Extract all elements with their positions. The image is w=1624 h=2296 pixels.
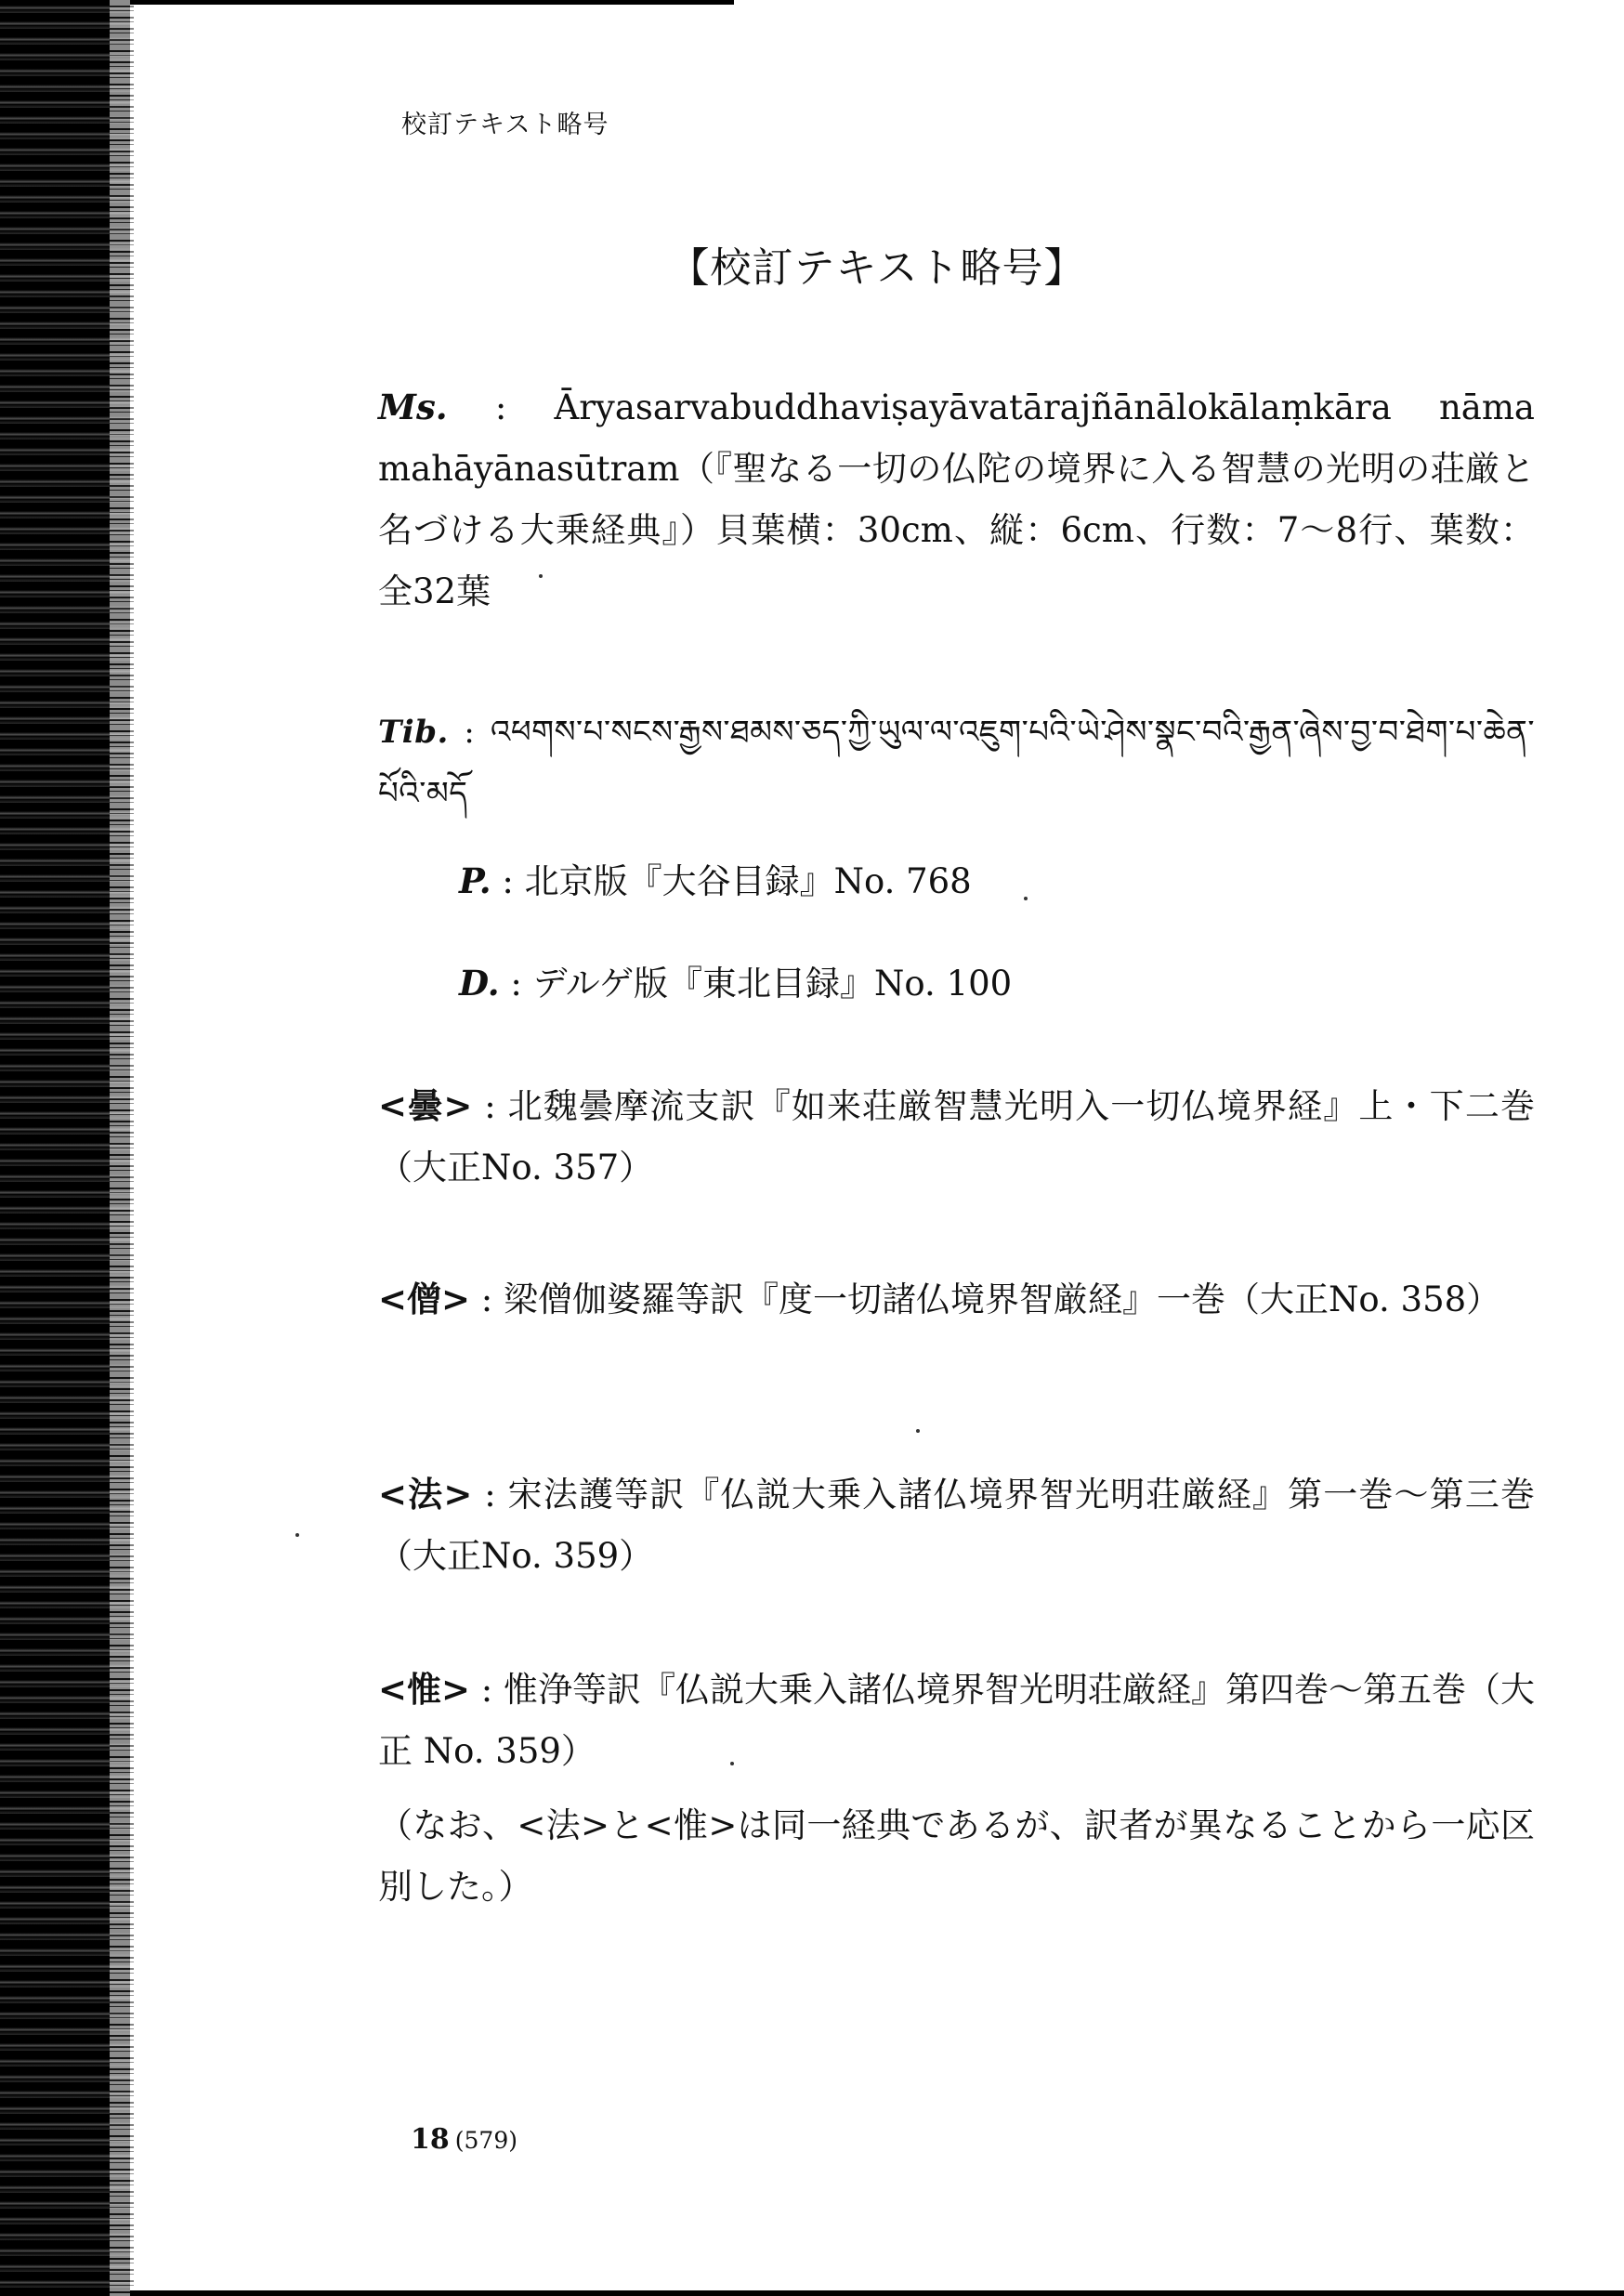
entry-yui bbox=[378, 1659, 1535, 1782]
entry-label: Ms. bbox=[378, 387, 448, 427]
entry-text: : འཕགས་པ་སངས་རྒྱས་ཐམས་ཅད་ཀྱི་ཡུལ་ལ་འཇུག་པའི་ཡེ་ཤེས་སྣང་བའི་རྒྱན་ཞེས་བྱ་བ་ཐེག་པ་ཆེན་པོའི་མདོ bbox=[378, 714, 1535, 812]
scan-bottom-edge bbox=[130, 2290, 1624, 2296]
page-title: 【校訂テキスト略号】 bbox=[668, 244, 1086, 292]
entry-label: <曇> bbox=[378, 1085, 473, 1126]
original-page-number: (579) bbox=[454, 2127, 517, 2154]
entry-text: : Āryasarvabuddhaviṣayāvatārajñānālokālaṃkāra nāma mahāyānasūtram（『聖なる一切の仏陀の境界に入る智慧の光明の荘厳と名づける大乗経典』）貝葉横：30cm、縦：6cm、行数：7〜8行、葉数：全32葉 bbox=[378, 387, 1535, 611]
entry-label: Tib. bbox=[378, 714, 449, 751]
entry-d bbox=[459, 952, 1537, 1015]
entry-so bbox=[378, 1268, 1535, 1331]
entry-text: : デルゲ版『東北目録』No. 100 bbox=[499, 964, 1013, 1004]
page-number-value: 18 bbox=[411, 2123, 450, 2156]
entry-p bbox=[459, 850, 1537, 912]
running-head: 校訂テキスト略号 bbox=[401, 111, 609, 139]
scan-top-edge bbox=[130, 0, 734, 5]
entry-text: : 北京版『大谷目録』No. 768 bbox=[491, 861, 972, 901]
scan-speck bbox=[916, 1429, 920, 1433]
scan-speck bbox=[295, 1533, 299, 1537]
gutter-edge bbox=[110, 0, 134, 2296]
entry-label: <法> bbox=[378, 1474, 473, 1515]
entry-label: D. bbox=[459, 963, 500, 1004]
note: （なお、<法>と<惟>は同一経典であるが、訳者が異なることから一応区別した。） bbox=[378, 1805, 1535, 1907]
page-number bbox=[411, 2123, 517, 2156]
entry-tan bbox=[378, 1075, 1535, 1199]
entry-tib bbox=[378, 702, 1535, 824]
entry-label: <僧> bbox=[378, 1279, 471, 1319]
scan-speck bbox=[730, 1762, 734, 1765]
entry-text: : 宋法護等訳『仏説大乗入諸仏境界智光明荘厳経』第一巻〜第三巻（大正No. 359） bbox=[378, 1475, 1535, 1576]
entry-text: : 北魏曇摩流支訳『如来荘厳智慧光明入一切仏境界経』上・下二巻（大正No. 357） bbox=[378, 1086, 1535, 1187]
entry-text: : 惟浄等訳『仏説大乗入諸仏境界智光明荘厳経』第四巻〜第五巻（大正 No. 359） bbox=[378, 1670, 1536, 1771]
scan-speck bbox=[1024, 897, 1028, 900]
entry-text: : 梁僧伽婆羅等訳『度一切諸仏境界智厳経』一巻（大正No. 358） bbox=[470, 1279, 1501, 1319]
entry-label: <惟> bbox=[378, 1669, 471, 1710]
scan-speck bbox=[539, 574, 543, 578]
entry-label: P. bbox=[459, 860, 491, 901]
entry-ho bbox=[378, 1463, 1535, 1587]
entry-ms bbox=[378, 376, 1535, 623]
